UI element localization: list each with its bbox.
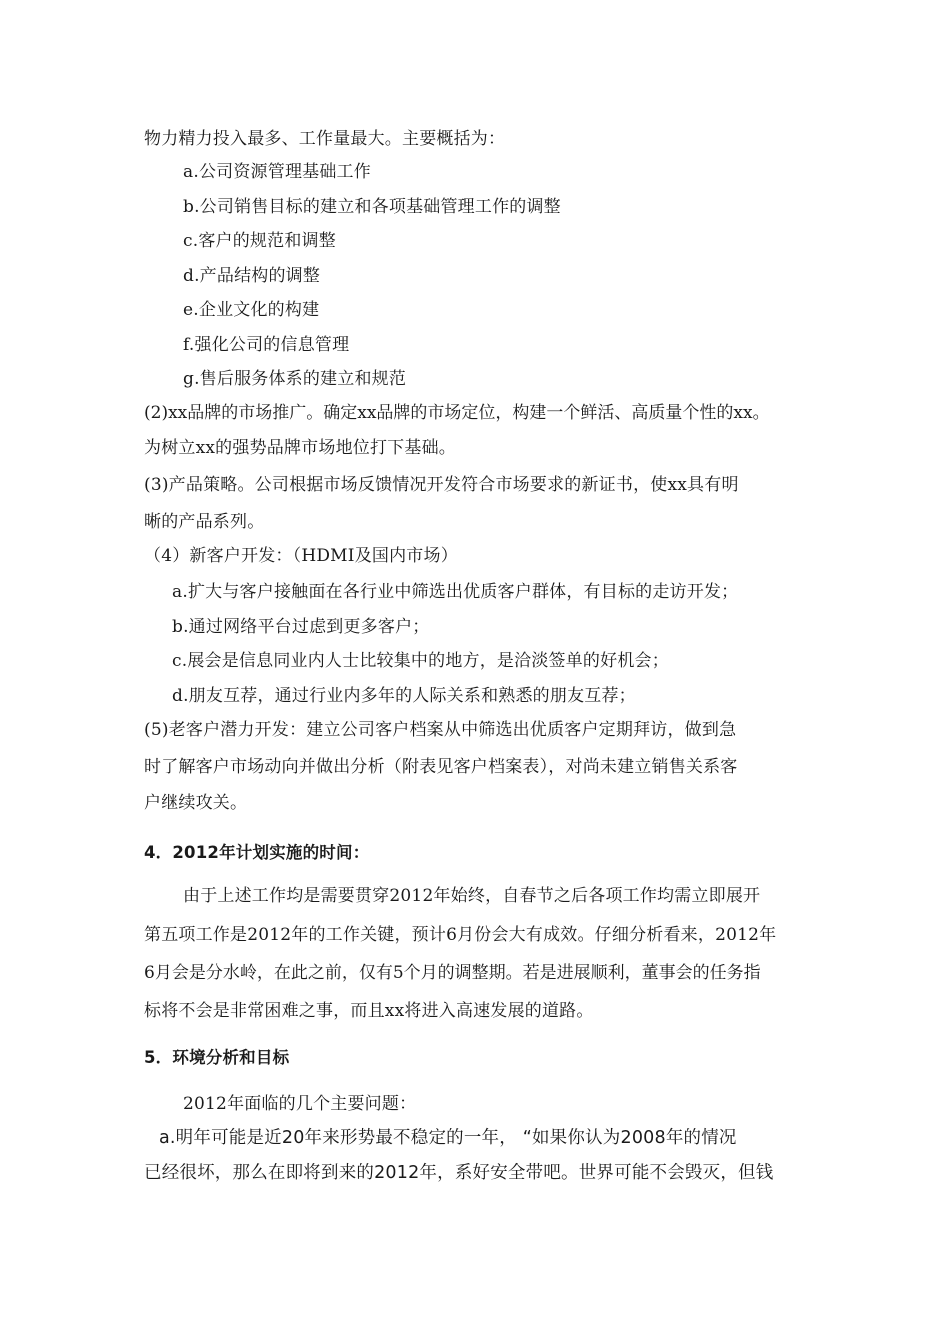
list-item: b.公司销售目标的建立和各项基础管理工作的调整 <box>183 197 561 217</box>
list-item: g.售后服务体系的建立和规范 <box>183 369 407 389</box>
paragraph-line: (2)xx品牌的市场推广。确定xx品牌的市场定位，构建一个鲜活、高质量个性的xx。 <box>144 403 770 423</box>
section-heading: 5．环境分析和目标 <box>144 1048 290 1067</box>
paragraph-line: (3)产品策略。公司根据市场反馈情况开发符合市场要求的新证书，使xx具有明 <box>144 475 739 495</box>
section-subheading: （4）新客户开发：（HDMI及国内市场） <box>144 546 458 566</box>
list-item: a.扩大与客户接触面在各行业中筛选出优质客户群体，有目标的走访开发； <box>172 582 739 602</box>
paragraph-line: 已经很坏，那么在即将到来的2012年，系好安全带吧。世界可能不会毁灭，但钱 <box>144 1163 774 1183</box>
list-item: c.客户的规范和调整 <box>183 231 336 251</box>
paragraph-line: 时了解客户市场动向并做出分析（附表见客户档案表），对尚未建立销售关系客 <box>144 757 738 777</box>
paragraph-line: 标将不会是非常困难之事，而且xx将进入高速发展的道路。 <box>144 1001 594 1021</box>
paragraph-line: 由于上述工作均是需要贯穿2012年始终，自春节之后各项工作均需立即展开 <box>183 886 761 906</box>
paragraph-line: 晰的产品系列。 <box>144 512 265 532</box>
list-item: d.产品结构的调整 <box>183 266 321 286</box>
list-item: e.企业文化的构建 <box>183 300 320 320</box>
list-item: a.公司资源管理基础工作 <box>183 162 371 182</box>
paragraph-line: 第五项工作是2012年的工作关键，预计6月份会大有成效。仔细分析看来，2012年 <box>144 925 777 945</box>
paragraph-line: (5)老客户潜力开发：建立公司客户档案从中筛选出优质客户定期拜访，做到急 <box>144 720 737 740</box>
list-item: d.朋友互荐，通过行业内多年的人际关系和熟悉的朋友互荐； <box>172 686 636 706</box>
list-item: b.通过网络平台过虑到更多客户； <box>172 617 430 637</box>
paragraph-line: 户继续攻关。 <box>144 793 248 813</box>
paragraph-line: a.明年可能是近20年来形势最不稳定的一年， “如果你认为2008年的情况 <box>159 1128 737 1148</box>
list-item: c.展会是信息同业内人士比较集中的地方，是洽淡签单的好机会； <box>172 651 669 671</box>
paragraph-line: 6月会是分水岭，在此之前，仅有5个月的调整期。若是进展顺利，董事会的任务指 <box>144 963 761 983</box>
list-item: f.强化公司的信息管理 <box>183 335 350 355</box>
paragraph-line: 为树立xx的强势品牌市场地位打下基础。 <box>144 438 456 458</box>
paragraph-line: 2012年面临的几个主要问题： <box>183 1094 417 1114</box>
section-heading: 4．2012年计划实施的时间： <box>144 843 370 862</box>
paragraph-line: 物力精力投入最多、工作量最大。主要概括为： <box>144 129 506 149</box>
